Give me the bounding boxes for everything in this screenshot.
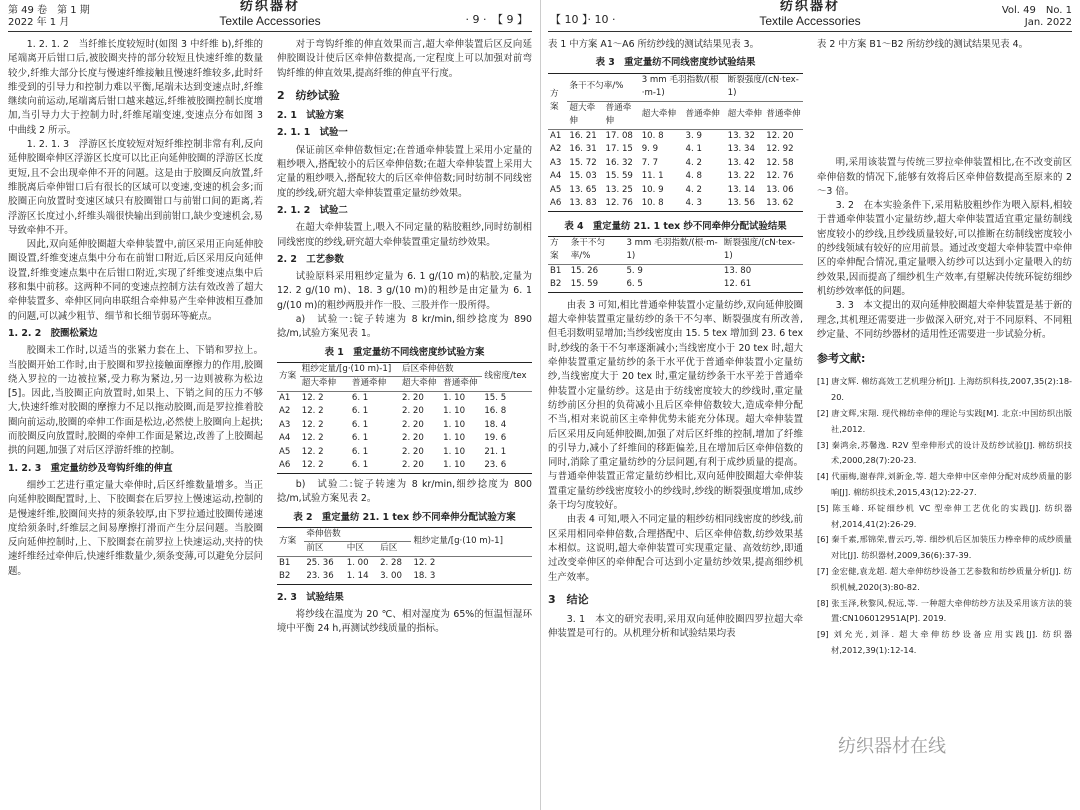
- table-header: 普通牵伸: [604, 101, 640, 129]
- table-caption: 表 4 重定量纺 21. 1 tex 纱不同牵伸分配试验结果: [564, 220, 787, 232]
- table-row: [548, 278, 803, 292]
- table-row: [548, 157, 803, 171]
- table-cell: 13. 42: [727, 157, 755, 168]
- table-cell: 15. 59: [605, 171, 633, 182]
- table-cell: 12. 61: [723, 279, 752, 290]
- paragraph: 试验原料采用粗纱定量为 6. 1 g/(10 m)的粘胶,定量为 12. 2 g/(10 m)、18. 3 g/(10 m)的粗纱是由定量为 6. 1 g/(10 m)的粗纱两股并作一股、三股并作一股所得。: [277, 271, 532, 311]
- paragraph: 明,采用该装置与传统三罗拉牵伸装置相比,在不改变前区牵伸倍数的情况下,能够有效将后区牵伸倍数提高至原来的 2～3 倍。: [817, 157, 1072, 197]
- header-rule: [548, 31, 1072, 32]
- table-cell: A6: [279, 460, 291, 471]
- table-cell: B1: [550, 265, 562, 276]
- table-cell: 13. 83: [569, 198, 597, 209]
- section-heading: 1. 2. 3 重定量纺纱及弯钩纤维的伸直: [8, 462, 173, 474]
- table-cell: 16. 8: [484, 406, 507, 417]
- table-cell: 6. 1: [351, 392, 369, 403]
- paragraph: 由表 4 可知,喂入不同定量的粗纱纺相同线密度的纱线,前区采用相同牵伸倍数,合理搭配中、后区牵伸倍数,纺纱效果基本相似。这说明,超大牵伸装置可实现重定量、高效纺纱,即通过改变牵伸区的牵伸配合可达到小定量纺纱效果,提高细纱机生产效率。: [548, 514, 803, 583]
- table-cell: A4: [279, 433, 291, 444]
- table-cell: 23. 36: [306, 571, 334, 582]
- table-cell: 3. 00: [380, 571, 402, 582]
- watermark-logo: 纺织器材在线: [838, 736, 946, 757]
- volume-issue: 第 49 卷 第 1 期: [8, 5, 90, 16]
- table-header: 普通牵伸: [684, 101, 726, 129]
- table-row: [548, 197, 803, 211]
- table-cell: B1: [279, 557, 291, 568]
- table-cell: 5. 9: [626, 265, 643, 276]
- section-heading: 2. 2 工艺参数: [277, 253, 344, 265]
- table-cell: A4: [550, 171, 562, 182]
- paragraph: 胶圈未工作时,以适当的张紧力套在上、下销和罗拉上。当胶圈开始工作时,由于胶圈和罗拉接触面摩擦力的作用,胶圈绕入罗拉的一边被拉紧,受力称为紧边,另一边则被称为松边[5]。因此,当胶圈正向放置时,如果上、下销之间的压力不够大,快速纤维对胶圈的摩擦力不足以拖动胶圈,而是罗拉推着胶圈向前运动,胶圈的牵伸工作面是松边,必然使上胶圈向上起拱;而胶圈反向放置时,胶圈的牵伸工作面是紧边,改善了上胶圈起拱的问题,加强了对后区浮游纤维的控制。: [8, 345, 263, 457]
- reference-item: [8] 张玉泽,秋黎风,倪远,等. 一种超大牵伸纺纱方法及采用该方法的装置:CN106012951A[P]. 2019.: [817, 597, 1072, 624]
- table-cell: 16. 21: [569, 130, 597, 141]
- table-cell: 23. 6: [484, 460, 507, 471]
- table-cell: 12. 58: [766, 157, 794, 168]
- reference-item: [2] 唐文辉,宋翔. 现代棉纺牵伸的理论与实践[M]. 北京:中国纺织出版社,2012.: [817, 408, 1072, 434]
- table-cell: A5: [550, 184, 562, 195]
- table-header: 后区牵伸倍数: [400, 362, 482, 377]
- reference-item: [5] 陈玉峰. 环锭细纱机 VC 型牵伸工艺优化的实践[J]. 纺织器材,2014,41(2):26-29.: [817, 502, 1072, 529]
- table-cell: 16. 31: [569, 144, 597, 155]
- table-header: 牵伸倍数: [304, 527, 411, 542]
- reference-list: [817, 374, 1072, 658]
- paragraph: a) 试验一:锭子转速为 8 kr/min,细纱捻度为 890 捻/m,试验方案见表 1。: [277, 314, 532, 340]
- table-cell: 10. 9: [641, 184, 664, 195]
- table-header: 超大牵伸: [726, 101, 765, 129]
- table-cell: A3: [279, 419, 291, 430]
- table-header: 断裂强度/(cN·tex-1): [722, 236, 803, 264]
- table-header: 3 mm 毛羽指数/(根·m-1): [624, 236, 721, 264]
- table-header: 粗纱定量/[g·(10 m)-1]: [411, 527, 532, 556]
- table-row: [548, 143, 803, 157]
- reference-item: [9] 刘允光,刘泽. 超大牵伸纺纱设备应用实践[J]. 纺织器材,2012,39(1):12-14.: [817, 629, 1072, 655]
- reference-item: [3] 秦鸿余,苏馨逸. R2V 型牵伸形式的设计及纺纱试验[J]. 棉纺织技术,2000,28(7):20-23.: [817, 439, 1072, 466]
- references-title: 参考文献:: [817, 352, 866, 366]
- left-column-1: [8, 38, 263, 810]
- table-header: 后区: [378, 542, 411, 557]
- table-header: 方案: [277, 527, 304, 556]
- table-cell: A2: [279, 406, 291, 417]
- paragraph: 1. 2. 1. 3 浮游区长度较短对短纤维控制非常有利,反向延伸胶圈牵伸区浮游区长度可以比正向延伸胶圈的浮游区长度更短,且不会出现牵伸不开的问题。这是由于胶圈反向放置,纤维脱离后牵伸钳口后有很长的区域可以变速,变速的机会多;而胶圈正向放置时变速区域只有胶圈钳口与前钳口间的距离,若浮游区长度过小,纤维头端很快输出到前钳口,缺少变速机会,易导致牵伸不开。: [8, 139, 263, 236]
- table-header: 条干不匀率/%: [569, 236, 625, 264]
- column-spacer: [817, 52, 1072, 156]
- table-cell: 18. 3: [413, 571, 436, 582]
- reference-item: [7] 金宏健,袁龙超. 超大牵伸纺纱设备工艺参数和纺纱质量分析[J]. 纺织机械,2020(3):80-82.: [817, 566, 1072, 592]
- table-cell: 13. 56: [727, 198, 755, 209]
- table-cell: 4. 1: [685, 144, 702, 155]
- table-cell: 1. 14: [346, 571, 369, 582]
- table-cell: 12. 2: [301, 419, 324, 430]
- table-cell: 6. 1: [351, 433, 369, 444]
- paragraph: b) 试验二:锭子转速为 8 kr/min,细纱捻度为 800 捻/m,试验方案见表 2。: [277, 478, 532, 505]
- table-cell: 1. 10: [443, 392, 466, 403]
- table-row: [277, 446, 532, 460]
- paragraph: 将纱线在温度为 20 ℃、相对湿度为 65%的恒温恒湿环境中平衡 24 h,再测试纱线质量的指标。: [277, 609, 532, 635]
- table-cell: 15. 59: [570, 279, 599, 290]
- table-cell: 10. 8: [641, 198, 664, 209]
- paragraph: 1. 2. 1. 2 当纤维长度较短时(如图 3 中纤维 b),纤维的尾端离开后钳口后,被胶圈夹持的部分较短且快速纤维的数量较少,纤维大部分长度与慢速纤维接触且慢速纤维较多,此时纤维受到的引导力和控制力难以平衡,尾端未达到变速点时,纤维继续向前运动,尾端离后钳口越来越远,纤维被胶圈控制长度增加,当引导力大于控制力时,纤维尾端变速,变速点分布如图 3 中曲线 2 所示。: [8, 39, 263, 136]
- table-cell: A6: [550, 198, 562, 209]
- table-cell: 13. 62: [766, 198, 794, 209]
- table-cell: 16. 32: [605, 157, 633, 168]
- table-cell: 12. 2: [413, 557, 436, 568]
- right-column-2: [817, 38, 1072, 810]
- table-cell: 13. 65: [569, 184, 597, 195]
- table-cell: 12. 2: [301, 446, 324, 457]
- table-row: [277, 391, 532, 405]
- table-cell: 10. 8: [641, 130, 664, 141]
- table-caption: 表 2 重定量纺 21. 1 tex 纱不同牵伸分配试验方案: [293, 511, 516, 523]
- table-2: [277, 527, 532, 585]
- table-cell: 12. 2: [301, 406, 324, 417]
- table-cell: 3. 9: [685, 130, 702, 141]
- paragraph: 表 2 中方案 B1～B2 所纺纱线的测试结果见表 4。: [817, 39, 1028, 50]
- table-cell: 13. 22: [727, 171, 755, 182]
- table-header: 方案: [277, 362, 300, 391]
- paragraph: 由表 3 可知,相比普通牵伸装置小定量纺纱,双向延伸胶圈超大牵伸装置重定量纺纱的条干不匀率、断裂强度有所改善,但毛羽数明显增加;当纱线密度由 15. 5 tex 增加到 23. 6 tex 时,纱线的条干不匀率逐渐减小;当线密度小于 20 tex 时,超大牵伸装置重定量纺纱的条干水平优于普通牵伸装置小定量纺纱,当线密度大于 20 tex 时,重定量纺纱条干水平差于普通牵伸装置小定量纺纱。这是由于纺线密度较大的纱线时,重定量纺纱前区分担的负荷减小且后区牵伸倍数较大,造成牵伸分配不当,相对来说前区主牵伸优势未能充分体现。超大牵伸装置后区采用反向延伸胶圈,加强了对后区纤维的控制,增加了纤维的引导力,减小了纤维间的移距偏差,且在增加后区牵伸倍数的同时,消除了重定量纺纱的分层问题,有利于成纱质量的提高。与普通牵伸装置正常定量纺纱相比,双向延伸胶圈超大牵伸装置重定量纺纱线密度较小的纱线时,纱线的断裂强度增加,成纱条干均匀度较好。: [548, 299, 803, 512]
- table-cell: 12. 2: [301, 433, 324, 444]
- table-header: 条干不匀率/%: [567, 73, 639, 101]
- table-cell: 25. 36: [306, 557, 334, 568]
- table-cell: 19. 6: [484, 433, 507, 444]
- journal-logo-cn: 纺织器材: [239, 0, 300, 14]
- table-cell: 7. 7: [641, 157, 659, 168]
- table-cell: 1. 10: [443, 446, 466, 457]
- table-cell: A2: [550, 144, 562, 155]
- header-rule: [8, 31, 532, 32]
- table-cell: 1. 10: [443, 406, 466, 417]
- table-cell: A3: [550, 157, 562, 168]
- table-cell: B2: [279, 571, 291, 582]
- table-cell: 15. 03: [569, 171, 597, 182]
- table-header: 方案: [548, 236, 569, 264]
- table-cell: 12. 20: [766, 130, 794, 141]
- table-row: [277, 405, 532, 419]
- table-cell: 17. 15: [605, 144, 633, 155]
- left-page-header: [0, 0, 540, 31]
- table-row: [277, 419, 532, 433]
- table-cell: 2. 20: [402, 406, 424, 417]
- paragraph: 3. 1 本文的研究表明,采用双向延伸胶圈四罗拉超大牵伸装置是可行的。从机理分析和试验结果均表: [548, 614, 803, 640]
- table-cell: 21. 1: [484, 446, 507, 457]
- table-cell: 13. 06: [766, 184, 794, 195]
- section-heading: 1. 2. 2 胶圈松紧边: [8, 327, 98, 339]
- paragraph: 在超大牵伸装置上,喂入不同定量的粘胶粗纱,同时纺制相同线密度的纱线,研究超大牵伸装置重定量纺纱效果。: [277, 222, 532, 248]
- volume-issue: Vol. 49 No. 1: [1001, 5, 1072, 16]
- table-cell: A5: [279, 446, 291, 457]
- section-heading: 2. 1. 2 试验二: [277, 204, 348, 216]
- table-cell: 15. 26: [570, 265, 599, 276]
- table-cell: 6. 5: [626, 279, 643, 290]
- table-header: 普通牵伸: [350, 377, 400, 392]
- journal-title-en: Textile Accessories: [219, 14, 321, 28]
- table-row: [277, 570, 532, 584]
- table-cell: 15. 5: [484, 392, 507, 403]
- right-page-header: [540, 0, 1080, 31]
- table-cell: 6. 1: [351, 446, 369, 457]
- table-header: 超大牵伸: [567, 101, 603, 129]
- left-column-2: [277, 38, 532, 810]
- table-row: [548, 170, 803, 184]
- table-cell: A1: [279, 392, 291, 403]
- table-cell: 6. 1: [351, 406, 369, 417]
- reference-item: [4] 代丽梅,谢春萍,刘新金,等. 超大牵伸中区牵伸分配对成纱质量的影响[J]. 棉纺织技术,2015,43(12):22-27.: [817, 471, 1072, 498]
- section-heading: 2. 3 试验结果: [277, 591, 344, 603]
- table-cell: 1. 10: [443, 460, 466, 471]
- table-header: 普通牵伸: [764, 101, 803, 129]
- table-header: 前区: [304, 542, 344, 557]
- paragraph: 对于弯钩纤维的伸直效果而言,超大牵伸装置后区反向延伸胶圈设计使后区牵伸倍数提高,一定程度上可以加强对前弯钩纤维的伸直效果,提高纤维的伸直平行度。: [277, 39, 532, 79]
- table-cell: 18. 4: [484, 419, 507, 430]
- table-row: [277, 432, 532, 446]
- table-cell: 1. 10: [443, 419, 466, 430]
- right-page: [540, 0, 1080, 810]
- table-1: [277, 362, 532, 474]
- table-row: [548, 184, 803, 198]
- table-cell: B2: [550, 279, 562, 290]
- issue-date: Jan. 2022: [1024, 17, 1072, 28]
- page-number: · 9 · 【 9 】: [465, 13, 528, 26]
- table-row: [277, 556, 532, 570]
- table-cell: 2. 20: [402, 446, 424, 457]
- table-cell: 1. 10: [443, 433, 466, 444]
- table-cell: 13. 25: [605, 184, 633, 195]
- table-cell: 12. 2: [301, 392, 324, 403]
- table-cell: 6. 1: [351, 460, 369, 471]
- table-cell: 2. 20: [402, 392, 424, 403]
- right-column-1: [548, 38, 803, 810]
- table-cell: 1. 00: [346, 557, 369, 568]
- table-header: 断裂强度/(cN·tex-1): [726, 73, 803, 101]
- table-cell: 4. 2: [685, 157, 702, 168]
- table-cell: 11. 1: [641, 171, 664, 182]
- paragraph: 3. 2 在本实验条件下,采用粘胶粗纱作为喂入原料,相较于普通牵伸装置小定量纺纱,超大牵伸装置适宜重定量纺制线密度较小的纱线,且纱线质量较好,可以推断在纺制线密度较小的纱线领域有较好的应用前景。通过改变超大牵伸装置中牵伸区的牵伸配合情况,重定量喂入纺纱可以达到小定量喂入的纺纱效果,因而提高了细纱机生产效率,有望解决传统环锭纺细纱机纺纱效率低的问题。: [817, 200, 1072, 297]
- table-cell: 15. 72: [569, 157, 597, 168]
- paragraph: 因此,双向延伸胶圈超大牵伸装置中,前区采用正向延伸胶圈设置,纤维变速点集中分布在前钳口附近,后区采用反向延伸设置,纤维变速点集中在后钳口附近,实现了纤维变速点集中后移和集中前移。这两种不同的变速点控制方法有效改善了超大牵伸装置多、牵伸区同向串联组合牵伸易产生牵伸波相互叠加的问题,可以减少粗节、细节和长细节弱环等疵点。: [8, 239, 263, 322]
- table-cell: 13. 14: [727, 184, 755, 195]
- table-header: 方案: [548, 73, 567, 129]
- table-cell: 6. 1: [351, 419, 369, 430]
- table-cell: 12. 92: [766, 144, 794, 155]
- table-cell: 13. 32: [727, 130, 755, 141]
- reference-item: [6] 秦千素,邢锦荣,曹云巧,等. 细纱机后区加装压力棒牵伸的成纱质量对比[J]. 纺织器材,2009,36(6):37-39.: [817, 534, 1072, 561]
- section-heading: 3 结论: [548, 592, 589, 606]
- table-header: 中区: [345, 542, 378, 557]
- section-heading: 2. 1. 1 试验一: [277, 127, 348, 139]
- table-header: 超大牵伸: [300, 377, 350, 392]
- table-cell: 4. 3: [685, 198, 702, 209]
- table-caption: 表 3 重定量纺不同线密度纱试验结果: [595, 57, 756, 69]
- page-number: 【 10 】· 10 ·: [550, 13, 616, 26]
- reference-item: [1] 唐文辉. 棉纺高效工艺机理分析[J]. 上海纺织科技,2007,35(2):18-20.: [817, 376, 1072, 403]
- table-header: 普通牵伸: [441, 377, 482, 392]
- paragraph: 表 1 中方案 A1～A6 所纺纱线的测试结果见表 3。: [548, 39, 759, 50]
- table-header: 线密度/tex: [482, 362, 532, 391]
- table-cell: 2. 28: [380, 557, 402, 568]
- table-cell: 2. 20: [402, 460, 424, 471]
- table-caption: 表 1 重定量纺不同线密度纱试验方案: [324, 346, 485, 358]
- section-heading: 2 纺纱试验: [277, 88, 340, 102]
- table-cell: 13. 34: [727, 144, 755, 155]
- table-row: [548, 129, 803, 143]
- table-cell: 12. 76: [766, 171, 794, 182]
- table-cell: 4. 2: [685, 184, 702, 195]
- table-cell: A1: [550, 130, 562, 141]
- table-cell: 13. 80: [723, 265, 752, 276]
- journal-title-en: Textile Accessories: [759, 14, 861, 28]
- section-heading: 2. 1 试验方案: [277, 110, 344, 122]
- table-4: [548, 236, 803, 293]
- table-3: [548, 73, 803, 212]
- table-header: 3 mm 毛羽指数/(根·m-1): [640, 73, 726, 101]
- table-header: 超大牵伸: [400, 377, 441, 392]
- table-header: 超大牵伸: [640, 101, 684, 129]
- table-cell: 2. 20: [402, 419, 424, 430]
- table-cell: 9. 9: [641, 144, 659, 155]
- table-cell: 17. 08: [605, 130, 633, 141]
- table-cell: 12. 2: [301, 460, 324, 471]
- paragraph: 保证前区牵伸倍数恒定;在普通牵伸装置上采用小定量的粗纱喂入,搭配较小的后区牵伸倍数;在超大牵伸装置上采用大定量的粗纱喂入,搭配较大的后区牵伸倍数;同时纺制不同线密度的纱线,研究超大牵伸装置重定量纺纱效果。: [277, 144, 532, 199]
- table-row: [548, 264, 803, 278]
- issue-date: 2022 年 1 月: [8, 17, 70, 28]
- table-header: 粗纱定量/[g·(10 m)-1]: [300, 362, 400, 377]
- table-row: [277, 459, 532, 473]
- table-cell: 4. 8: [685, 171, 702, 182]
- table-cell: 12. 76: [605, 198, 633, 209]
- journal-logo-cn: 纺织器材: [779, 0, 840, 14]
- paragraph: 细纱工艺进行重定量大牵伸时,后区纤维数量增多。当正向延伸胶圈配置时,上、下胶圈套在后罗拉上慢速运动,控制的是慢速纤维,胶圈间夹持的须条较厚,由下罗拉通过胶圈传递速度给须条时,纤维层之间易摩擦打滑而产生分层问题。当胶圈反向延伸控制时,上、下胶圈套在前罗拉上快速运动,夹持的快速纤维经过牵伸后,快速纤维数量少,须条变薄,可以避免分层问题。: [8, 479, 263, 577]
- table-cell: 2. 20: [402, 433, 424, 444]
- paragraph: 3. 3 本文提出的双向延伸胶圈超大牵伸装置是基于新的理念,其机理还需要进一步做深入研究,对于不同原料、不同粗纱定量、不同纺纱器材的适用性还需要进一步试验分析。: [817, 300, 1072, 340]
